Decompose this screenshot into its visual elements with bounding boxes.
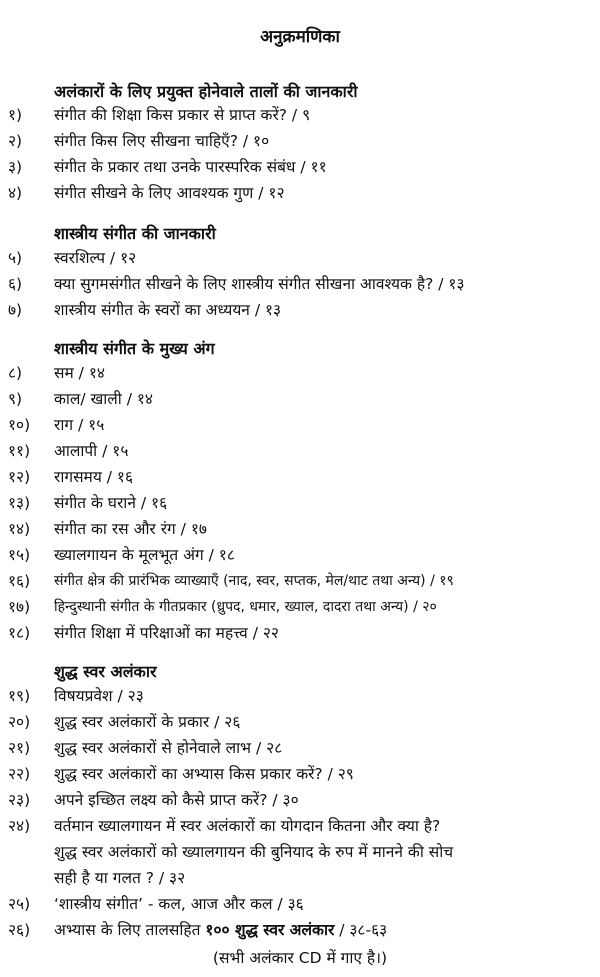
item-text: संगीत शिक्षा में परिक्षाओं का महत्त्व / २२ bbox=[54, 624, 279, 642]
item-text: विषयप्रवेश / २३ bbox=[54, 687, 144, 705]
item-number: १४) bbox=[8, 520, 31, 538]
item-text: संगीत के प्रकार तथा उनके पारस्परिक संबंध / ११ bbox=[54, 158, 327, 176]
item-number: ४) bbox=[8, 184, 23, 202]
item-text: काल/ खाली / १४ bbox=[54, 390, 153, 408]
item-text: शुद्ध स्वर अलंकारों का अभ्यास किस प्रकार करें? / २९ bbox=[54, 765, 354, 783]
item-number: ३) bbox=[8, 158, 23, 176]
item-number: ११) bbox=[8, 442, 31, 460]
item-text bbox=[54, 919, 387, 941]
item-number: २३) bbox=[8, 791, 31, 809]
item-text: शुद्ध स्वर अलंकारों से होनेवाले लाभ / २८ bbox=[54, 739, 283, 757]
item-text: आलापी / १५ bbox=[54, 442, 129, 460]
item-number: १७) bbox=[8, 598, 31, 616]
item-number: ६) bbox=[8, 275, 23, 293]
item-text: क्या सुगमसंगीत सीखने के लिए शास्त्रीय संगीत सीखना आवश्यक है? / १३ bbox=[54, 275, 465, 293]
item-number: १०) bbox=[8, 416, 31, 434]
item-text-prefix: अभ्यास के लिए तालसहित bbox=[54, 921, 206, 939]
item-text: रागसमय / १६ bbox=[54, 468, 134, 486]
item-number: १२) bbox=[8, 468, 31, 486]
item-text: राग / १५ bbox=[54, 416, 105, 434]
item-number: ८) bbox=[8, 364, 23, 382]
section-heading: शुद्ध स्वर अलंकार bbox=[54, 662, 157, 681]
item-number: २६) bbox=[8, 921, 31, 939]
item-text: संगीत सीखने के लिए आवश्यक गुण / १२ bbox=[54, 184, 285, 202]
item-number: १६) bbox=[8, 572, 31, 590]
item-text: ख्यालगायन के मूलभूत अंग / १८ bbox=[54, 546, 235, 564]
item-text-bold: १०० शुद्ध स्वर अलंकार bbox=[205, 921, 335, 939]
footnote: (सभी अलंकार CD में गाए है।) bbox=[212, 949, 388, 967]
item-number: २५) bbox=[8, 895, 31, 913]
item-number: ५) bbox=[8, 249, 23, 267]
item-text: संगीत किस लिए सीखना चाहिएँ? / १० bbox=[54, 132, 270, 150]
item-text: सम / १४ bbox=[54, 364, 105, 382]
item-number: २२) bbox=[8, 765, 31, 783]
section-heading: शास्त्रीय संगीत की जानकारी bbox=[54, 224, 216, 243]
item-text: संगीत क्षेत्र की प्रारंभिक व्याख्याएँ (नाद, स्वर, सप्तक, मेल/थाट तथा अन्य) / १९ bbox=[54, 573, 454, 589]
item-text: शास्त्रीय संगीत के स्वरों का अध्ययन / १३ bbox=[54, 301, 282, 319]
item-number: १३) bbox=[8, 494, 31, 512]
item-number: २) bbox=[8, 132, 23, 150]
item-number: ७) bbox=[8, 301, 23, 319]
item-text: शुद्ध स्वर अलंकारों के प्रकार / २६ bbox=[54, 713, 241, 731]
item-text: हिन्दुस्थानी संगीत के गीतप्रकार (ध्रुपद, धमार, ख्याल, दादरा तथा अन्य) / २० bbox=[54, 599, 437, 615]
item-number: ९) bbox=[8, 390, 23, 408]
section-heading: अलंकारों के लिए प्रयुक्त होनेवाले तालों की जानकारी bbox=[54, 82, 358, 101]
item-text: वर्तमान ख्यालगायन में स्वर अलंकारों का योगदान कितना और क्या है? bbox=[54, 817, 441, 835]
item-continuation: शुद्ध स्वर अलंकारों को ख्यालगायन की बुनियाद के रुप में मानने की सोच bbox=[54, 843, 454, 861]
page-title: अनुक्रमणिका bbox=[260, 27, 340, 47]
item-text: संगीत का रस और रंग / १७ bbox=[54, 520, 207, 538]
item-number: १५) bbox=[8, 546, 31, 564]
item-number: २४) bbox=[8, 817, 31, 835]
section-heading: शास्त्रीय संगीत के मुख्य अंग bbox=[54, 339, 215, 358]
item-number: २१) bbox=[8, 739, 31, 757]
item-number: २०) bbox=[8, 713, 31, 731]
item-text: संगीत की शिक्षा किस प्रकार से प्राप्त करें? / ९ bbox=[54, 106, 311, 124]
item-text: ‘शास्त्रीय संगीत’ - कल, आज और कल / ३६ bbox=[54, 895, 304, 913]
item-text: संगीत के घराने / १६ bbox=[54, 494, 168, 512]
item-number: १८) bbox=[8, 624, 31, 642]
item-text: अपने इच्छित लक्ष्य को कैसे प्राप्त करें? / ३० bbox=[54, 791, 299, 809]
item-number: १) bbox=[8, 106, 23, 124]
item-text-suffix: / ३८-६३ bbox=[334, 921, 388, 939]
item-number: १९) bbox=[8, 687, 31, 705]
item-continuation: सही है या गलत ? / ३२ bbox=[54, 869, 186, 887]
item-text: स्वरशिल्प / १२ bbox=[54, 249, 137, 267]
